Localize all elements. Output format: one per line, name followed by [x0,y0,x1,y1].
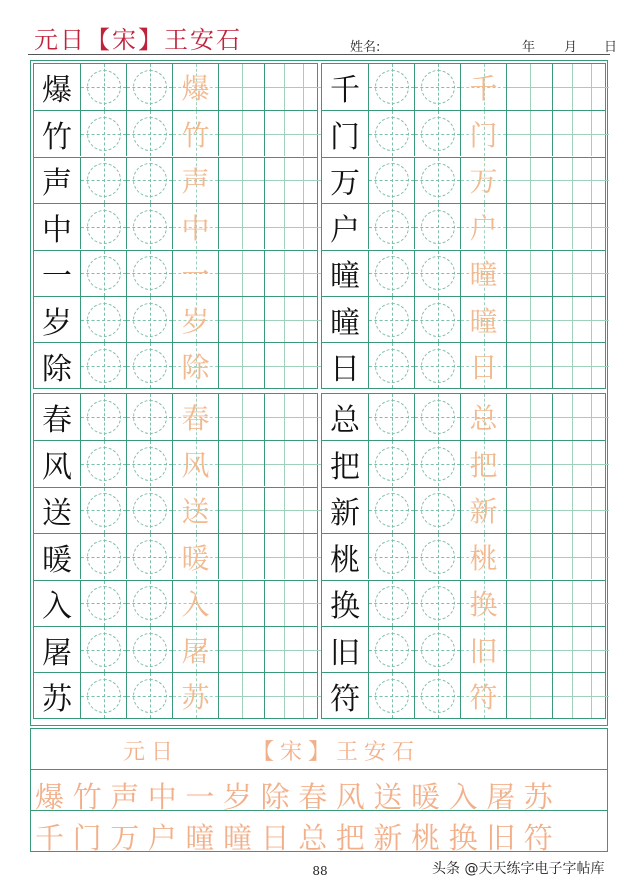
grid-practice-cell[interactable] [264,251,321,296]
trace-character: 把 [469,448,498,482]
circle-practice-cell[interactable] [126,251,172,296]
circle-practice-cell[interactable] [414,343,460,388]
trace-character: 千 [469,72,498,105]
practice-block [33,63,318,389]
practice-row [34,487,317,533]
trace-character: 万 [469,165,498,199]
trace-character-cell[interactable] [172,673,218,718]
grid-practice-cell[interactable] [552,297,609,342]
practice-row [322,394,605,440]
trace-character: 一 [181,258,210,292]
circle-practice-cell[interactable] [126,488,172,533]
practice-row [34,626,317,672]
trace-character: 爆 [181,72,210,105]
grid-practice-cell[interactable] [264,488,321,533]
grid-practice-cell[interactable] [552,673,609,718]
grid-practice-cell[interactable] [218,204,264,249]
circle-practice-cell[interactable] [126,158,172,203]
trace-character-cell[interactable] [460,297,506,342]
grid-practice-cell[interactable] [264,64,321,110]
grid-practice-cell[interactable] [506,534,552,579]
grid-practice-cell[interactable] [218,673,264,718]
model-character: 曈 [330,259,360,295]
trace-character: 曈 [469,304,498,338]
poem-box [30,728,608,855]
practice-row [322,342,605,388]
trace-character-cell[interactable] [460,158,506,203]
practice-row [322,487,605,533]
practice-row [322,203,605,249]
grid-practice-cell[interactable] [506,204,552,249]
trace-character: 总 [469,402,498,435]
grid-practice-cell[interactable] [264,627,321,672]
model-character: 换 [330,589,360,625]
model-character: 竹 [42,119,72,155]
trace-character: 日 [469,350,498,384]
circle-practice-cell[interactable] [126,627,172,672]
trace-character-cell[interactable] [172,581,218,626]
grid-practice-cell[interactable] [218,581,264,626]
practice-row [34,296,317,342]
circle-practice-cell[interactable] [414,297,460,342]
grid-practice-cell[interactable] [264,394,321,440]
grid-practice-cell[interactable] [552,441,609,486]
grid-practice-cell[interactable] [506,158,552,203]
grid-practice-cell[interactable] [506,488,552,533]
circle-practice-cell[interactable] [414,488,460,533]
trace-character: 旧 [469,634,498,668]
trace-character-cell[interactable] [172,394,218,440]
trace-character: 门 [469,118,498,152]
circle-practice-cell[interactable] [126,673,172,718]
practice-row [34,342,317,388]
grid-practice-cell[interactable] [552,394,609,440]
grid-practice-cell[interactable] [264,158,321,203]
practice-row [322,440,605,486]
watermark: 头条 @天天练字电子字帖库 [432,861,605,877]
model-character: 旧 [330,635,360,671]
grid-practice-cell[interactable] [506,673,552,718]
grid-practice-cell[interactable] [552,158,609,203]
circle-practice-cell[interactable] [368,251,414,296]
model-character: 户 [330,212,360,248]
grid-practice-cell[interactable] [264,111,321,156]
circle-practice-cell[interactable] [80,343,126,388]
circle-practice-cell[interactable] [368,158,414,203]
circle-practice-cell[interactable] [126,204,172,249]
grid-practice-cell[interactable] [552,64,609,110]
circle-practice-cell[interactable] [126,343,172,388]
practice-row [34,440,317,486]
circle-practice-cell[interactable] [368,488,414,533]
grid-practice-cell[interactable] [506,343,552,388]
model-character: 爆 [42,73,72,108]
practice-row [34,64,317,110]
year-label: 年 [522,40,536,55]
trace-character-cell[interactable] [172,441,218,486]
circle-practice-cell[interactable] [80,251,126,296]
grid-practice-cell[interactable] [218,488,264,533]
model-character: 曈 [330,305,360,341]
trace-character-cell[interactable] [460,673,506,718]
practice-row [34,672,317,718]
grid-practice-cell[interactable] [264,581,321,626]
practice-row [34,533,317,579]
circle-practice-cell[interactable] [414,627,460,672]
circle-practice-cell[interactable] [126,64,172,110]
trace-character-cell[interactable] [460,64,506,110]
model-character: 一 [42,259,72,295]
circle-practice-cell[interactable] [80,297,126,342]
circle-practice-cell[interactable] [80,204,126,249]
circle-practice-cell[interactable] [80,394,126,440]
grid-practice-cell[interactable] [218,251,264,296]
model-character: 桃 [330,542,360,578]
circle-practice-cell[interactable] [368,441,414,486]
trace-character-cell[interactable] [460,343,506,388]
circle-practice-cell[interactable] [368,297,414,342]
model-character: 屠 [42,635,72,671]
trace-character: 新 [469,495,498,529]
circle-practice-cell[interactable] [368,627,414,672]
grid-practice-cell[interactable] [218,343,264,388]
practice-grid-frame [30,60,608,726]
practice-row [322,533,605,579]
header-rule [28,54,610,55]
day-label: 日 [604,40,618,55]
model-character: 岁 [42,305,72,341]
circle-practice-cell[interactable] [80,627,126,672]
trace-character-cell[interactable] [172,343,218,388]
grid-practice-cell[interactable] [264,673,321,718]
poem-line-2: 千门万户曈曈日总把新桃换旧符 [35,821,562,855]
grid-practice-cell[interactable] [506,394,552,440]
trace-character: 中 [181,211,210,245]
grid-practice-cell[interactable] [506,627,552,672]
trace-character-cell[interactable] [172,111,218,156]
practice-row [322,64,605,110]
grid-practice-cell[interactable] [552,534,609,579]
model-character: 送 [42,496,72,532]
circle-practice-cell[interactable] [126,441,172,486]
trace-character: 换 [469,588,498,622]
grid-practice-cell[interactable] [218,158,264,203]
trace-character-cell[interactable] [460,111,506,156]
model-character: 苏 [42,681,72,717]
circle-practice-cell[interactable] [368,111,414,156]
trace-character: 除 [181,350,210,384]
trace-character-cell[interactable] [172,627,218,672]
trace-character-cell[interactable] [460,394,506,440]
trace-character-cell[interactable] [460,251,506,296]
circle-practice-cell[interactable] [414,204,460,249]
grid-practice-cell[interactable] [218,627,264,672]
circle-practice-cell[interactable] [126,394,172,440]
trace-character-cell[interactable] [172,64,218,110]
trace-character-cell[interactable] [172,158,218,203]
grid-practice-cell[interactable] [218,64,264,110]
circle-practice-cell[interactable] [80,64,126,110]
trace-character: 送 [181,495,210,529]
model-character: 千 [330,73,360,108]
grid-practice-cell[interactable] [218,111,264,156]
practice-row [322,672,605,718]
grid-practice-cell[interactable] [552,581,609,626]
model-character: 风 [42,449,72,485]
practice-block [321,63,606,389]
trace-character: 暖 [181,541,210,575]
grid-practice-cell[interactable] [506,251,552,296]
poem-heading: 元日 【宋】王安石 [123,740,421,765]
poem-line-1: 爆竹声中一岁除春风送暖入屠苏 [35,780,562,814]
grid-practice-cell[interactable] [264,441,321,486]
circle-practice-cell[interactable] [126,111,172,156]
circle-practice-cell[interactable] [414,158,460,203]
grid-practice-cell[interactable] [218,441,264,486]
circle-practice-cell[interactable] [414,581,460,626]
circle-practice-cell[interactable] [368,534,414,579]
practice-row [322,296,605,342]
grid-practice-cell[interactable] [264,343,321,388]
trace-character-cell[interactable] [460,627,506,672]
grid-practice-cell[interactable] [552,251,609,296]
trace-character: 岁 [181,304,210,338]
practice-block [321,393,606,719]
circle-practice-cell[interactable] [368,394,414,440]
circle-practice-cell[interactable] [414,534,460,579]
grid-practice-cell[interactable] [506,64,552,110]
model-character: 符 [330,681,360,717]
grid-practice-cell[interactable] [218,297,264,342]
grid-practice-cell[interactable] [552,343,609,388]
circle-practice-cell[interactable] [368,343,414,388]
model-character: 新 [330,496,360,532]
model-character: 把 [330,449,360,485]
model-character: 万 [330,166,360,202]
circle-practice-cell[interactable] [414,441,460,486]
grid-practice-cell[interactable] [506,581,552,626]
trace-character-cell[interactable] [460,204,506,249]
model-character: 春 [42,403,72,438]
grid-practice-cell[interactable] [506,111,552,156]
grid-practice-cell[interactable] [552,627,609,672]
grid-practice-cell[interactable] [218,534,264,579]
practice-row [34,157,317,203]
model-character: 声 [42,166,72,202]
name-label: 姓名: [350,40,381,55]
circle-practice-cell[interactable] [80,158,126,203]
page-number: 88 [312,864,328,878]
model-character: 门 [330,119,360,155]
grid-practice-cell[interactable] [506,441,552,486]
poem-rule [31,769,607,770]
practice-block [33,393,318,719]
circle-practice-cell[interactable] [80,673,126,718]
practice-row [34,110,317,156]
trace-character: 曈 [469,258,498,292]
trace-character: 符 [469,680,498,714]
trace-character-cell[interactable] [460,441,506,486]
circle-practice-cell[interactable] [80,534,126,579]
circle-practice-cell[interactable] [80,441,126,486]
circle-practice-cell[interactable] [368,64,414,110]
trace-character: 苏 [181,680,210,714]
circle-practice-cell[interactable] [80,111,126,156]
circle-practice-cell[interactable] [414,111,460,156]
circle-practice-cell[interactable] [414,251,460,296]
grid-practice-cell[interactable] [552,204,609,249]
trace-character-cell[interactable] [460,534,506,579]
trace-character-cell[interactable] [460,581,506,626]
circle-practice-cell[interactable] [126,297,172,342]
model-character: 暖 [42,542,72,578]
practice-row [322,110,605,156]
circle-practice-cell[interactable] [126,581,172,626]
circle-practice-cell[interactable] [414,673,460,718]
practice-row [322,626,605,672]
grid-practice-cell[interactable] [264,534,321,579]
trace-character-cell[interactable] [172,251,218,296]
circle-practice-cell[interactable] [368,673,414,718]
circle-practice-cell[interactable] [414,64,460,110]
trace-character-cell[interactable] [172,488,218,533]
trace-character: 屠 [181,634,210,668]
model-character: 除 [42,351,72,387]
practice-row [34,203,317,249]
trace-character-cell[interactable] [172,534,218,579]
practice-row [34,580,317,626]
trace-character: 入 [181,588,210,622]
practice-row [322,580,605,626]
circle-practice-cell[interactable] [368,204,414,249]
circle-practice-cell[interactable] [80,581,126,626]
model-character: 中 [42,212,72,248]
grid-practice-cell[interactable] [506,297,552,342]
grid-practice-cell[interactable] [264,204,321,249]
circle-practice-cell[interactable] [368,581,414,626]
grid-practice-cell[interactable] [218,394,264,440]
trace-character: 春 [181,402,210,435]
grid-practice-cell[interactable] [552,111,609,156]
trace-character-cell[interactable] [172,297,218,342]
model-character: 日 [330,351,360,387]
practice-row [322,250,605,296]
circle-practice-cell[interactable] [126,534,172,579]
circle-practice-cell[interactable] [414,394,460,440]
practice-row [34,250,317,296]
grid-practice-cell[interactable] [264,297,321,342]
practice-row [322,157,605,203]
trace-character: 竹 [181,118,210,152]
model-character: 入 [42,589,72,625]
trace-character-cell[interactable] [460,488,506,533]
page-title: 元日【宋】王安石 [34,26,242,54]
circle-practice-cell[interactable] [80,488,126,533]
trace-character-cell[interactable] [172,204,218,249]
trace-character: 户 [469,211,498,245]
practice-row [34,394,317,440]
trace-character: 风 [181,448,210,482]
grid-practice-cell[interactable] [552,488,609,533]
trace-character: 桃 [469,541,498,575]
trace-character: 声 [181,165,210,199]
month-label: 月 [564,40,578,55]
model-character: 总 [330,403,360,438]
